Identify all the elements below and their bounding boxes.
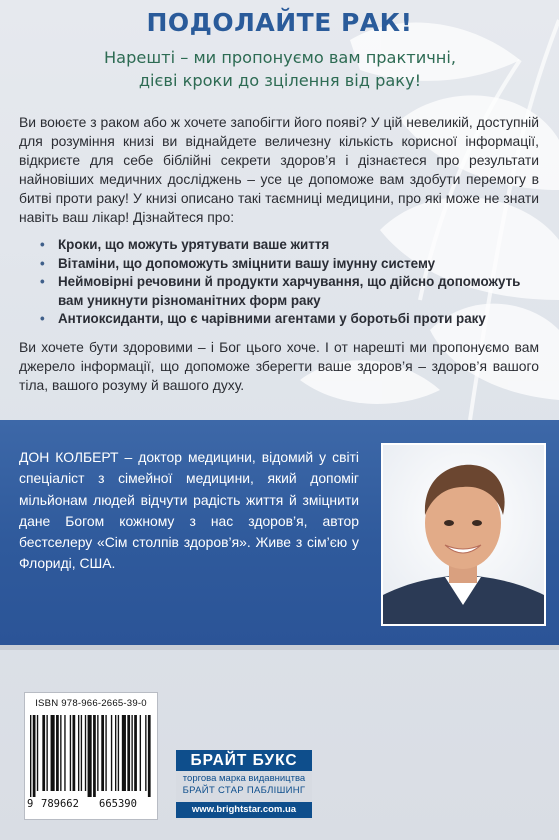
barcode-bar	[85, 715, 86, 791]
subtitle-line-1: Нарешті – ми пропонуємо вам практичні,	[104, 48, 456, 67]
barcode-bar	[37, 715, 38, 791]
author-photo	[381, 443, 546, 626]
list-item-text: Неймовірні речовини й продукти харчування, що дійсно допоможуть вам уникнути різноманітних форм раку	[58, 274, 521, 308]
bullet-icon: •	[40, 255, 45, 271]
barcode-bar	[134, 715, 137, 791]
list-item-text: Антиоксиданти, що є чарівними агентами у боротьбі проти раку	[58, 311, 486, 326]
barcode-bar	[145, 715, 146, 791]
barcode-bar	[101, 715, 104, 791]
bullet-icon: •	[40, 274, 45, 289]
list-item	[40, 255, 530, 274]
barcode-bar	[51, 715, 55, 791]
publisher-tagline: торгова марка видавництва	[182, 773, 306, 784]
barcode-bar	[140, 715, 141, 791]
barcode-bar	[33, 715, 36, 797]
subtitle-line-2: дієві кроки до зцілення від раку!	[138, 71, 422, 90]
barcode-bar	[131, 715, 132, 791]
barcode-digit-first: 9	[27, 798, 34, 810]
intro-paragraph: Ви воюєте з раком або ж хочете запобігти його появі? У цій невеликій, доступній для розуміння книзі ви віднайдете величезну кількість корисної інформації, відкриєте для себе біблійні секрети здоров’я і дізнаєтеся про результати найновіших медичних досліджень – усе це допоможе вам здобути перемогу в битві проти раку! У книзі описано такі таємниці медицини, про які може не знати навіть ваш лікар! Дізнайтеся про:	[19, 114, 539, 225]
publisher-url: www.brightstar.com.ua	[176, 802, 312, 818]
barcode-bar	[64, 715, 65, 791]
barcode-bar	[42, 715, 45, 791]
author-portrait-image	[383, 445, 544, 624]
list-item	[40, 273, 530, 310]
bullet-icon: •	[40, 237, 45, 252]
barcode-bar	[60, 715, 61, 791]
bullet-icon: •	[40, 311, 45, 326]
barcode-bar	[46, 715, 47, 791]
benefit-list	[40, 236, 530, 329]
list-item	[40, 310, 530, 329]
cover-title: ПОДОЛАЙТЕ РАК!	[146, 8, 413, 37]
barcode-bar	[122, 715, 126, 791]
barcode-bar	[97, 715, 98, 791]
barcode-bar	[118, 715, 119, 791]
barcode-bar	[115, 715, 116, 791]
list-item	[40, 236, 530, 255]
barcode-bar	[81, 715, 82, 791]
list-item-text: Вітаміни, що допоможуть зміцнити вашу імунну систему	[58, 255, 436, 271]
cover-subtitle	[40, 46, 520, 92]
publisher-company: БРАЙТ СТАР ПАБЛІШИНГ	[182, 785, 306, 796]
barcode-bar	[111, 715, 112, 791]
barcode-bar	[56, 715, 59, 791]
barcode-icon	[30, 715, 152, 797]
barcode-digits-right: 665390	[99, 798, 137, 810]
barcode-bar	[127, 715, 130, 791]
barcode-bar	[72, 715, 75, 791]
isbn-number: ISBN 978-966-2665-39-0	[35, 698, 147, 709]
closing-paragraph: Ви хочете бути здоровими – і Бог цього хоче. І от нарешті ми пропонуємо вам джерело інформації, що допоможе зберегти ваше здоров’я – здоров’я вашого тіла, вашого розуму й вашого духу.	[19, 339, 539, 393]
publisher-name: БРАЙТ БУКС	[176, 750, 312, 771]
list-item-text: Кроки, що можуть урятувати ваше життя	[58, 237, 330, 252]
barcode-bar	[78, 715, 79, 791]
barcode-bar	[105, 715, 106, 791]
barcode-bar	[93, 715, 96, 797]
publisher-logo	[176, 750, 312, 820]
footer-divider	[0, 645, 559, 650]
barcode-bar	[70, 715, 71, 791]
barcode-bar	[148, 715, 151, 797]
barcode-digits-left: 789662	[41, 798, 79, 810]
barcode-bar	[30, 715, 31, 797]
barcode-label	[24, 692, 158, 820]
barcode-bar	[88, 715, 92, 797]
author-bio: ДОН КОЛБЕРТ – доктор медицини, відомий у світі спеціаліст з сімейної медицини, який допоміг мільйонам людей відчути радість життя й зміцнити дане Богом кожному з нас здоров’я, автор бестселеру «Сім столпів здоров’я». Живе з сім’єю у Флориді, США.	[19, 449, 359, 572]
